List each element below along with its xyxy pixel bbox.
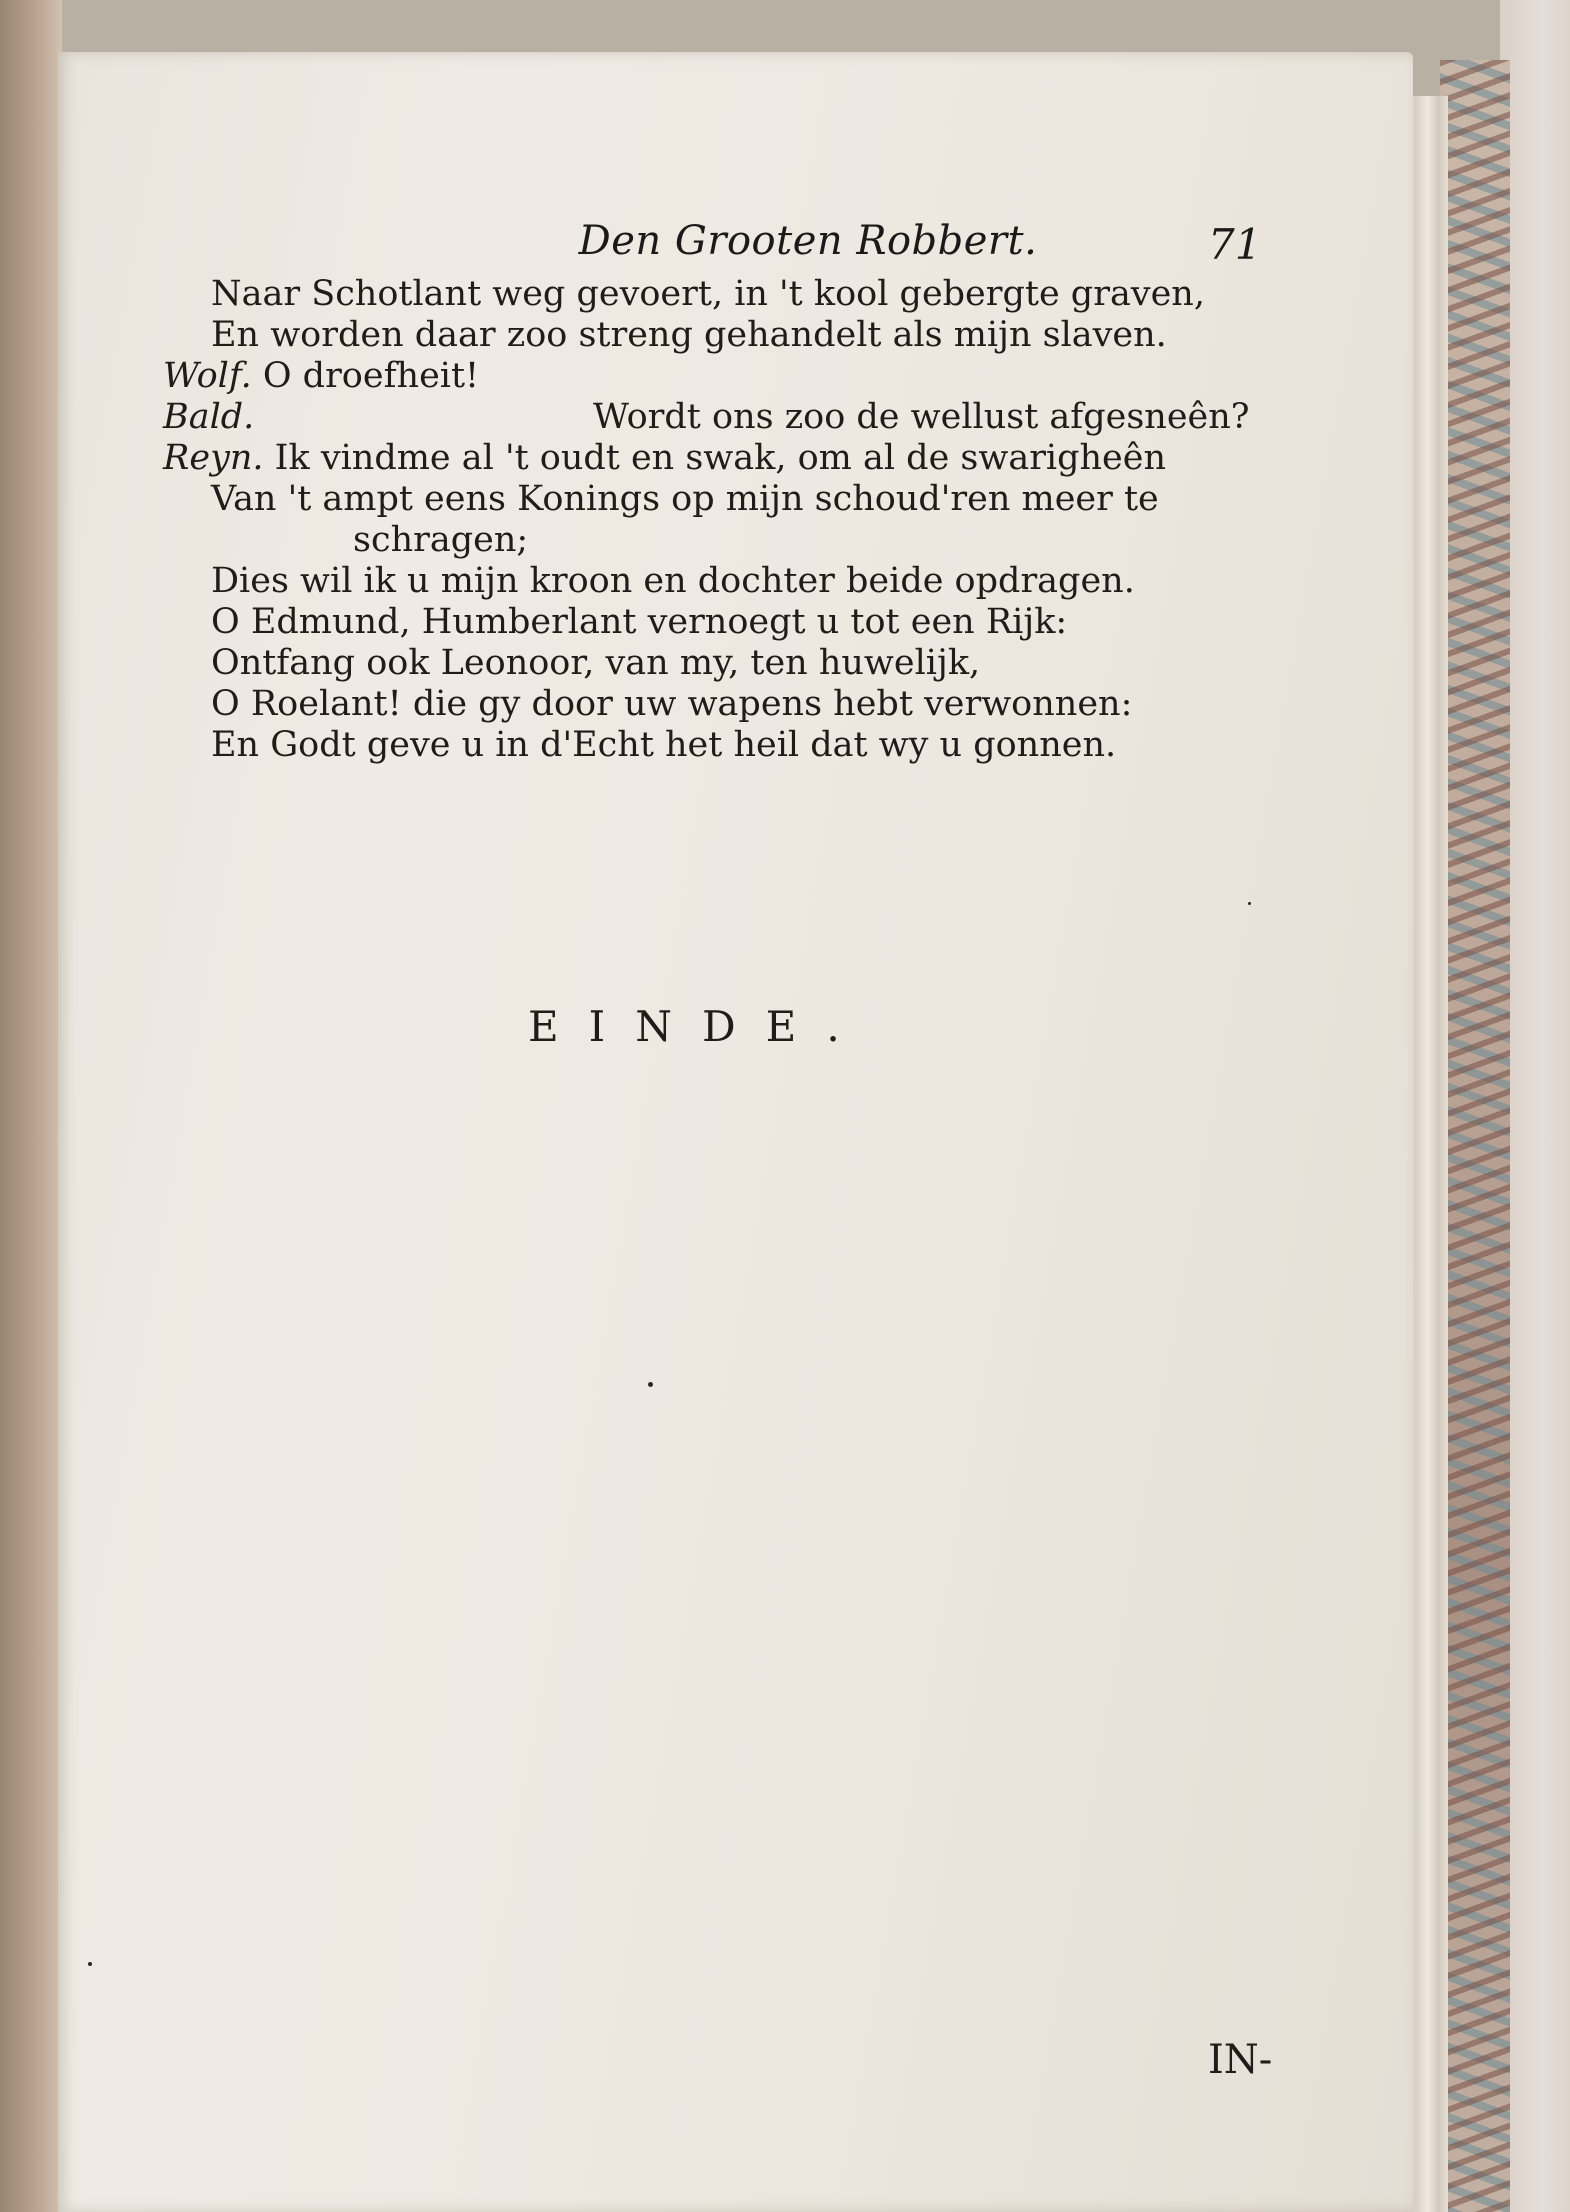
- ink-speck: [88, 1962, 92, 1966]
- verse-line: [163, 520, 1323, 561]
- speaker-label: Reyn.: [163, 438, 264, 478]
- catchword: IN-: [1208, 2037, 1273, 2083]
- book-page: [58, 52, 1413, 2212]
- speaker-label: Bald.: [163, 397, 255, 437]
- verse-line: [163, 684, 1323, 725]
- verse-line: [163, 356, 1323, 397]
- verse-line: [163, 438, 1323, 479]
- ink-speck: [648, 1382, 653, 1387]
- background-cloth: [1500, 0, 1570, 2212]
- verse-line: [163, 643, 1323, 684]
- verse-line: [163, 479, 1323, 520]
- verse-text: Ontfang ook Leonoor, van my, ten huwelijk,: [211, 643, 981, 683]
- verse-text: Dies wil ik u mijn kroon en dochter beide opdragen.: [211, 561, 1135, 601]
- verse-text: En Godt geve u in d'Echt het heil dat wy u gonnen.: [211, 725, 1117, 765]
- running-title: Den Grooten Robbert.: [578, 218, 1038, 264]
- verse-text: O droefheit!: [262, 356, 480, 396]
- ink-speck: [1248, 902, 1251, 905]
- verse-text: Wordt ons zoo de wellust afgesneên?: [593, 397, 1250, 437]
- marbled-endpaper: [1440, 60, 1510, 2212]
- verse-text: En worden daar zoo streng gehandelt als mijn slaven.: [211, 315, 1167, 355]
- speaker-label: Wolf.: [163, 356, 252, 396]
- verse-line: [163, 561, 1323, 602]
- verse-text: Van 't ampt eens Konings op mijn schoud'ren meer te: [211, 479, 1159, 519]
- book-left-board: [0, 0, 62, 2212]
- verse-text: O Edmund, Humberlant vernoegt u tot een Rijk:: [211, 602, 1068, 642]
- end-word: EINDE.: [528, 1002, 870, 1051]
- verse-text: schragen;: [353, 520, 529, 560]
- verse-line: [163, 602, 1323, 643]
- verse-text: Ik vindme al 't oudt en swak, om al de swarigheên: [274, 438, 1167, 478]
- verse-line: [163, 397, 1323, 438]
- verse-block: [163, 274, 1323, 766]
- verse-line: [163, 725, 1323, 766]
- page-number: 71: [1208, 220, 1262, 269]
- verse-line: [163, 315, 1323, 356]
- verse-text: Naar Schotlant weg gevoert, in 't kool gebergte graven,: [211, 274, 1205, 314]
- verse-text: O Roelant! die gy door uw wapens hebt verwonnen:: [211, 684, 1133, 724]
- verse-line: [163, 274, 1323, 315]
